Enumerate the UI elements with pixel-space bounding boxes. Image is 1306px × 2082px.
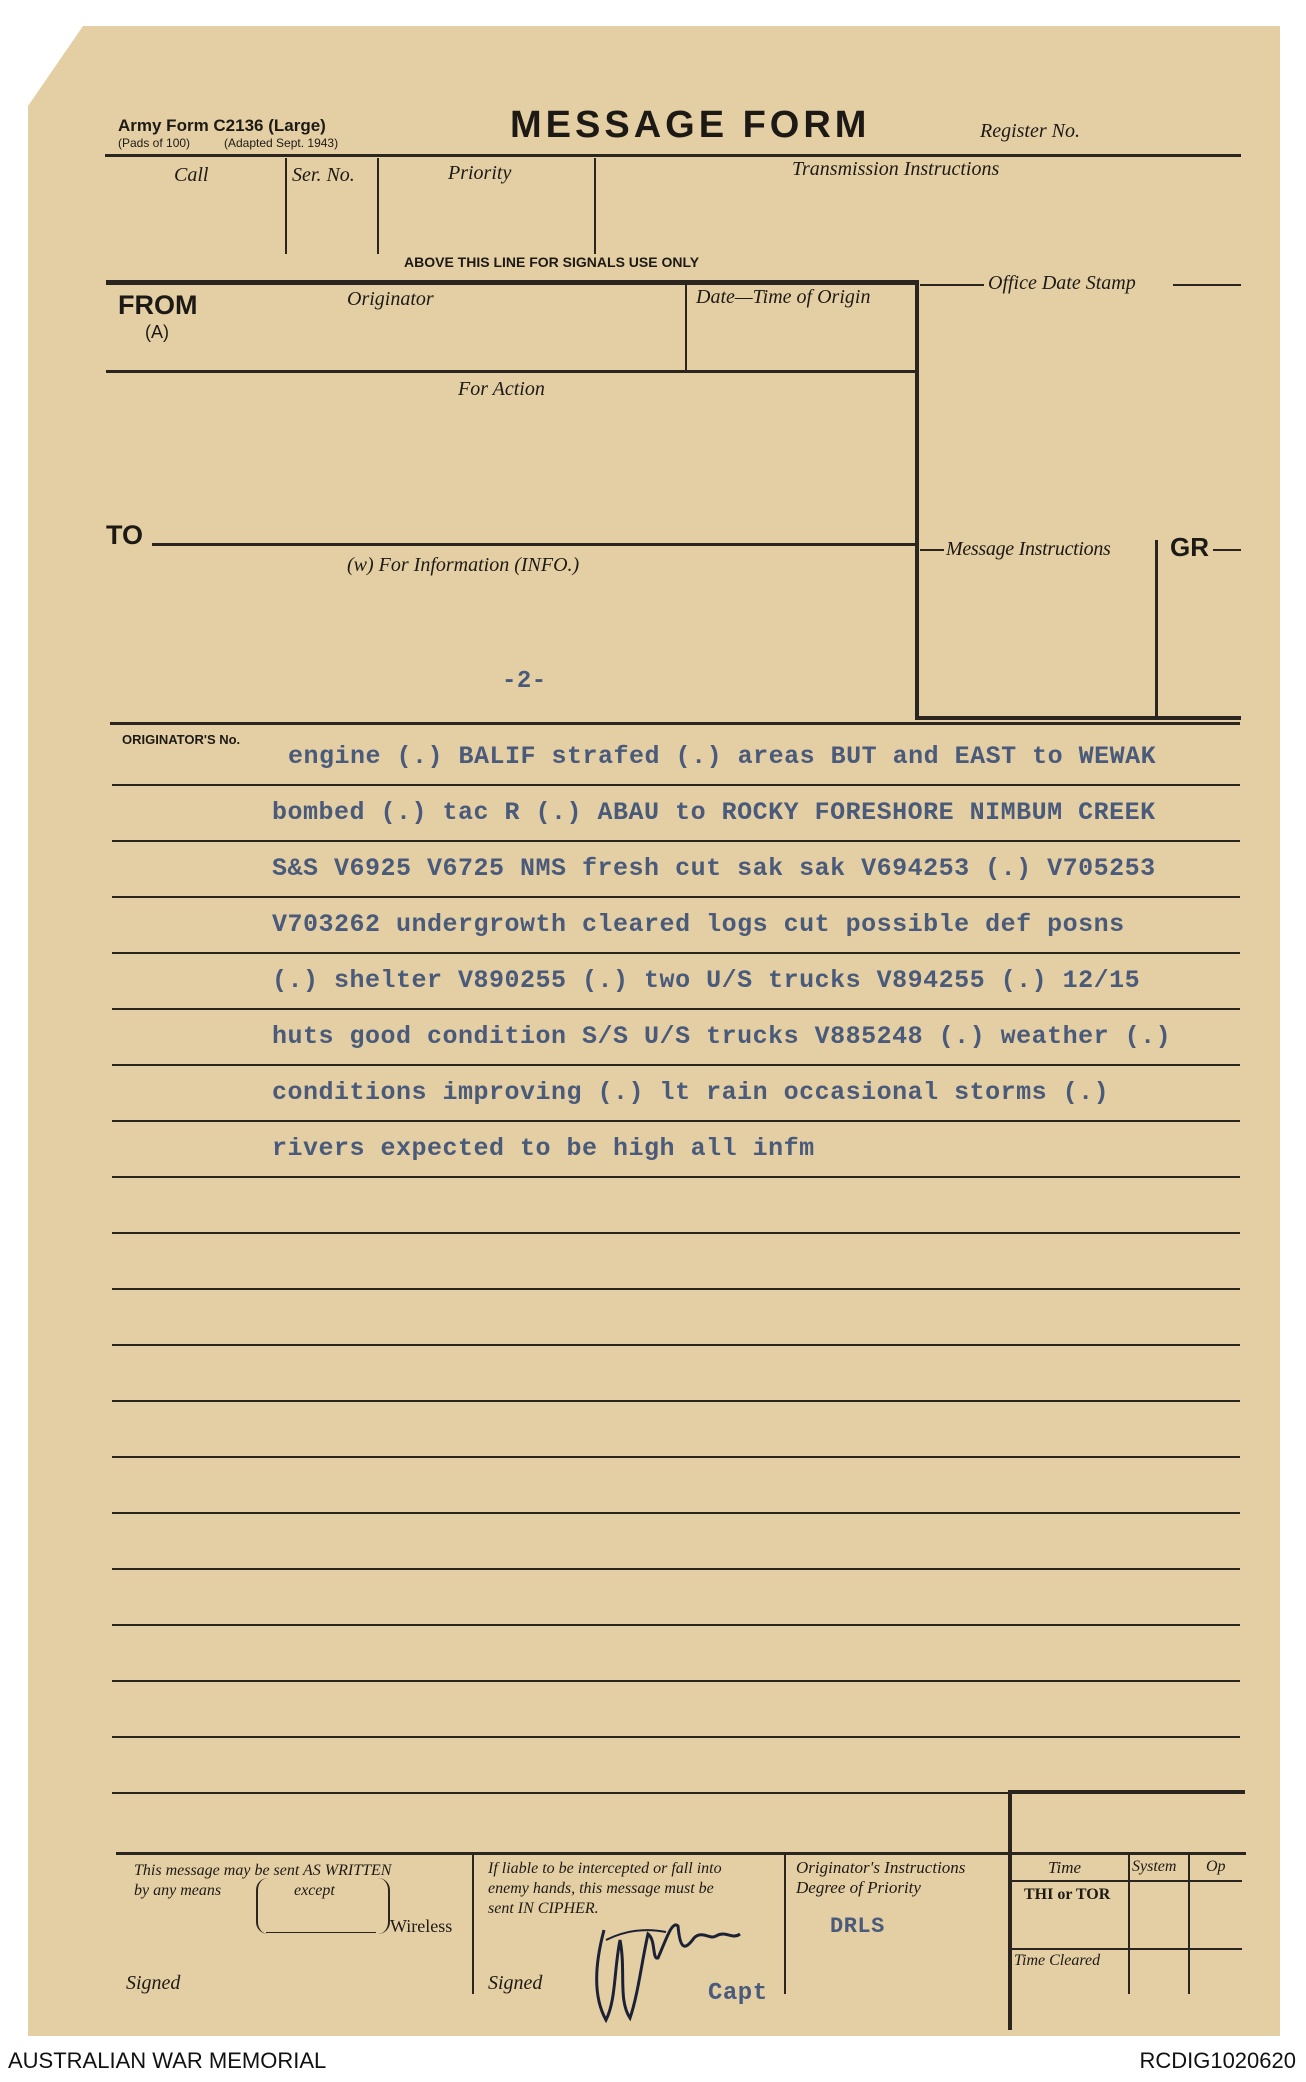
form-pads: (Pads of 100) (118, 136, 191, 150)
divider (1012, 1948, 1242, 1950)
divider (1188, 1854, 1190, 1994)
signature-mark (586, 1900, 746, 2030)
orig-instructions-label: Originator's Instructions (796, 1858, 966, 1877)
ruled-line (112, 1512, 1240, 1514)
gr-label: GR (1170, 532, 1209, 562)
office-stamp-label: Office Date Stamp (988, 272, 1136, 294)
divider (1173, 284, 1241, 286)
transmission-label: Transmission Instructions (792, 158, 1000, 180)
ruled-line (112, 1008, 1240, 1010)
divider (1128, 1854, 1130, 1994)
any-means-text: by any means (134, 1882, 222, 1899)
divider (920, 549, 944, 551)
from-bottom-rule (106, 370, 918, 373)
stamp-bottom-rule (916, 716, 1241, 720)
divider (472, 1854, 474, 1994)
priority-label: Priority (448, 162, 512, 184)
divider (594, 158, 596, 254)
signed-mid-label: Signed (488, 1972, 543, 1994)
ruled-line (112, 1680, 1240, 1682)
for-info-label: (w) For Information (INFO.) (347, 554, 580, 576)
to-rule (152, 543, 916, 546)
ruled-line (112, 784, 1240, 786)
wireless-text: Wireless (390, 1916, 453, 1936)
divider (377, 158, 379, 254)
cipher-text-2: enemy hands, this message must be (488, 1880, 714, 1897)
divider (685, 284, 687, 370)
message-line-7: conditions improving (.) lt rain occasional storms (.) (272, 1078, 1110, 1107)
divider (920, 284, 984, 286)
page-number: -2- (502, 668, 547, 695)
ser-no-label: Ser. No. (292, 164, 355, 186)
to-label: TO (106, 520, 144, 550)
ruled-line (112, 1176, 1240, 1178)
from-right-rule (915, 280, 919, 720)
body-top-rule (110, 722, 1240, 725)
time-label: Time (1048, 1858, 1082, 1877)
signals-use-note: ABOVE THIS LINE FOR SIGNALS USE ONLY (404, 254, 700, 270)
ruled-line (112, 1120, 1240, 1122)
originators-no-label: ORIGINATOR'S No. (122, 732, 241, 747)
cipher-text-1: If liable to be intercepted or fall into (488, 1860, 722, 1877)
ruled-line (112, 1568, 1240, 1570)
except-line (266, 1932, 376, 1933)
message-line-4: V703262 undergrowth cleared logs cut possible def posns (272, 910, 1125, 939)
message-line-8: rivers expected to be high all infm (272, 1134, 815, 1163)
from-a-label: (A) (145, 322, 169, 342)
divider (1155, 540, 1158, 720)
ruled-line (112, 840, 1240, 842)
priority-value: DRLS (830, 1914, 885, 1939)
ruled-line (112, 1624, 1240, 1626)
footer-id: RCDIG1020620 (1139, 2048, 1296, 2073)
for-action-label: For Action (458, 378, 545, 400)
divider (1012, 1880, 1242, 1882)
ruled-line (112, 1400, 1240, 1402)
message-line-2: bombed (.) tac R (.) ABAU to ROCKY FORESHORE NIMBUM CREEK (272, 798, 1156, 827)
op-label: Op (1206, 1858, 1226, 1875)
originator-label: Originator (347, 288, 434, 310)
form-code: Army Form C2136 (Large) (118, 116, 326, 135)
ruled-line (112, 1288, 1240, 1290)
date-time-label: Date—Time of Origin (696, 286, 871, 308)
ruled-line (112, 1456, 1240, 1458)
ruled-line (112, 1344, 1240, 1346)
message-instructions-label: Message Instructions (946, 538, 1111, 560)
signed-left-label: Signed (126, 1972, 181, 1994)
from-top-rule (106, 280, 918, 285)
message-line-3: S&S V6925 V6725 NMS fresh cut sak sak V694253 (.) V705253 (272, 854, 1156, 883)
ruled-line (112, 1232, 1240, 1234)
form-title: MESSAGE FORM (510, 104, 871, 146)
bottom-section-rule (116, 1852, 1246, 1855)
thi-tor-label: THI or TOR (1024, 1886, 1111, 1903)
degree-priority-label: Degree of Priority (796, 1878, 921, 1897)
except-brace (256, 1878, 390, 1934)
system-label: System (1132, 1858, 1177, 1875)
divider (784, 1854, 786, 1994)
except-text: except (294, 1882, 335, 1899)
rank-text: Capt (708, 1980, 768, 2007)
ruled-line (112, 896, 1240, 898)
corner-box-left (1008, 1790, 1012, 2030)
divider (285, 158, 287, 254)
ruled-line (112, 1064, 1240, 1066)
footer-source: AUSTRALIAN WAR MEMORIAL (8, 2048, 327, 2073)
time-cleared-label: Time Cleared (1014, 1952, 1101, 1969)
corner-box-top (1010, 1790, 1245, 1794)
message-line-1: engine (.) BALIF strafed (.) areas BUT and EAST to WEWAK (288, 742, 1157, 771)
ruled-line (112, 952, 1240, 954)
divider (1213, 549, 1241, 551)
as-written-text: This message may be sent AS WRITTEN (134, 1862, 392, 1879)
cipher-text-3: sent IN CIPHER. (488, 1900, 599, 1917)
form-adapted: (Adapted Sept. 1943) (224, 136, 339, 150)
register-label: Register No. (980, 120, 1080, 142)
ruled-line (112, 1736, 1240, 1738)
header-rule (105, 154, 1241, 157)
from-label: FROM (118, 290, 198, 320)
call-label: Call (174, 164, 209, 186)
message-line-6: huts good condition S/S U/S trucks V885248 (.) weather (.) (272, 1022, 1172, 1051)
message-line-5: (.) shelter V890255 (.) two U/S trucks V894255 (.) 12/15 (272, 966, 1141, 995)
